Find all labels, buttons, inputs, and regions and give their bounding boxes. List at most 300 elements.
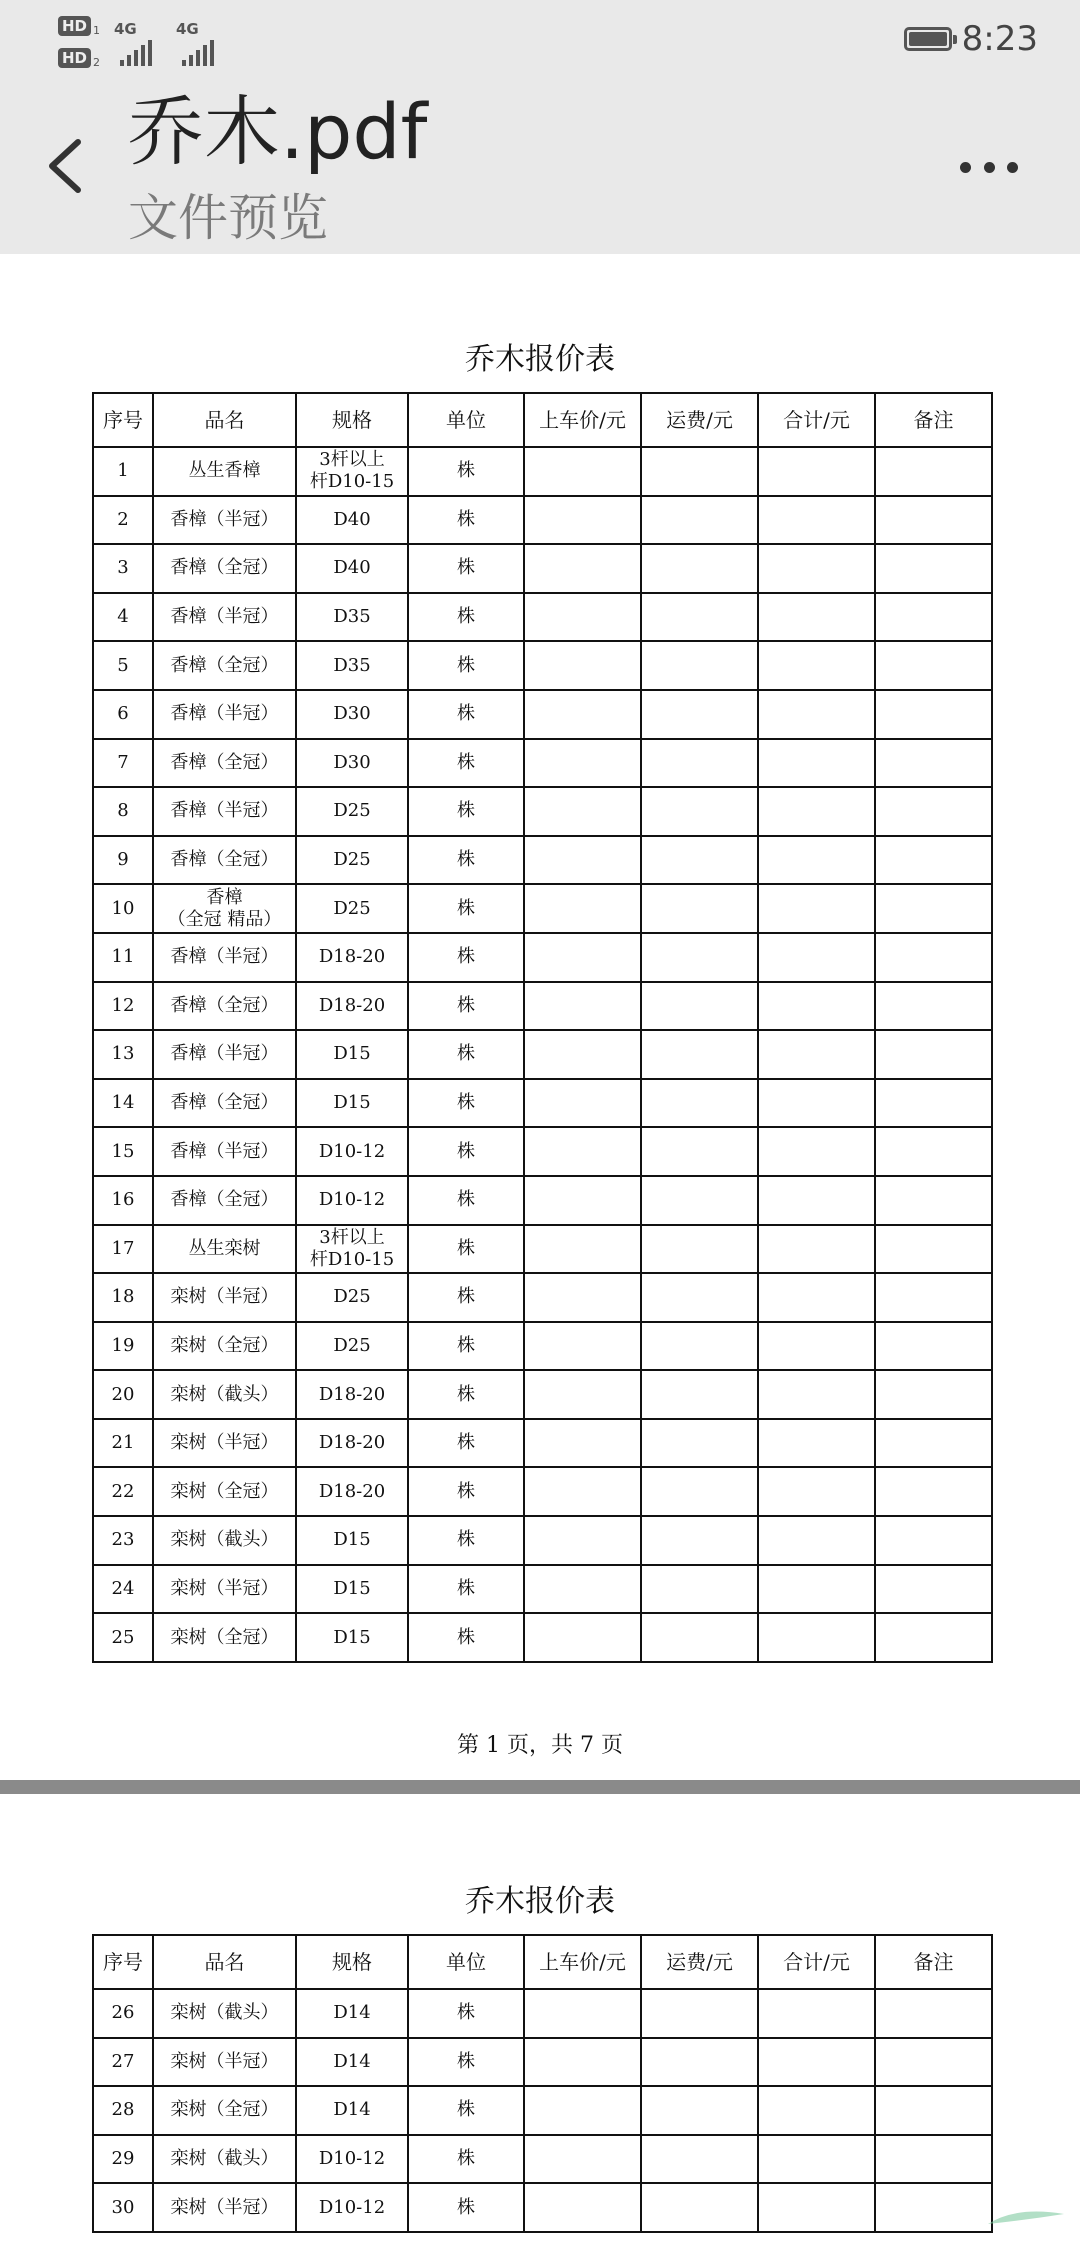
row-number-cell: 1 — [93, 447, 153, 496]
total-cell — [758, 641, 875, 690]
column-header: 单位 — [408, 1935, 524, 1989]
loading-price-cell — [524, 690, 641, 739]
row-number-cell: 13 — [93, 1030, 153, 1079]
column-header: 备注 — [875, 1935, 992, 1989]
row-number-cell: 5 — [93, 641, 153, 690]
spec-cell: D18-20 — [296, 1467, 408, 1516]
unit-cell: 株 — [408, 641, 524, 690]
total-cell — [758, 447, 875, 496]
more-options-button[interactable] — [960, 160, 1018, 174]
unit-cell: 株 — [408, 2183, 524, 2232]
freight-cell — [641, 884, 758, 933]
loading-price-cell — [524, 2086, 641, 2135]
total-cell — [758, 2135, 875, 2184]
table-row — [93, 1322, 992, 1371]
loading-price-cell — [524, 641, 641, 690]
spec-cell: D25 — [296, 1273, 408, 1322]
spec-cell: D18-20 — [296, 982, 408, 1031]
spec-cell: D15 — [296, 1565, 408, 1614]
total-cell — [758, 544, 875, 593]
page-divider — [0, 1780, 1080, 1794]
remarks-cell — [875, 544, 992, 593]
remarks-cell — [875, 2086, 992, 2135]
table-row — [93, 1273, 992, 1322]
loading-price-cell — [524, 982, 641, 1031]
table-row — [93, 1467, 992, 1516]
product-name-cell: 栾树（全冠） — [153, 1467, 296, 1516]
table-row — [93, 1419, 992, 1468]
row-number-cell: 30 — [93, 2183, 153, 2232]
row-number-cell: 9 — [93, 836, 153, 885]
column-header: 规格 — [296, 1935, 408, 1989]
row-number-cell: 3 — [93, 544, 153, 593]
sim1-indicator — [58, 12, 100, 40]
row-number-cell: 16 — [93, 1176, 153, 1225]
table-row — [93, 787, 992, 836]
freight-cell — [641, 1127, 758, 1176]
remarks-cell — [875, 1127, 992, 1176]
spec-cell: D25 — [296, 787, 408, 836]
spec-cell: D10-12 — [296, 2135, 408, 2184]
remarks-cell — [875, 1613, 992, 1662]
loading-price-cell — [524, 593, 641, 642]
loading-price-cell — [524, 1079, 641, 1128]
table-row — [93, 1516, 992, 1565]
total-cell — [758, 1419, 875, 1468]
row-number-cell: 15 — [93, 1127, 153, 1176]
unit-cell: 株 — [408, 1989, 524, 2038]
column-header: 品名 — [153, 1935, 296, 1989]
sim-index: 1 — [93, 23, 101, 37]
row-number-cell: 12 — [93, 982, 153, 1031]
spec-cell: 3杆以上 杆D10-15 — [296, 1225, 408, 1274]
freight-cell — [641, 690, 758, 739]
loading-price-cell — [524, 2183, 641, 2232]
remarks-cell — [875, 1370, 992, 1419]
spec-cell: D15 — [296, 1079, 408, 1128]
freight-cell — [641, 593, 758, 642]
remarks-cell — [875, 1467, 992, 1516]
unit-cell: 株 — [408, 2086, 524, 2135]
watermark-logo — [986, 2196, 1066, 2236]
freight-cell — [641, 739, 758, 788]
spec-cell: D14 — [296, 2038, 408, 2087]
total-cell — [758, 982, 875, 1031]
row-number-cell: 26 — [93, 1989, 153, 2038]
freight-cell — [641, 1467, 758, 1516]
product-name-cell: 香樟（半冠） — [153, 593, 296, 642]
unit-cell: 株 — [408, 1127, 524, 1176]
unit-cell: 株 — [408, 447, 524, 496]
unit-cell: 株 — [408, 1370, 524, 1419]
back-button[interactable] — [40, 134, 92, 198]
product-name-cell: 栾树（半冠） — [153, 1419, 296, 1468]
more-horizontal-icon — [960, 162, 971, 173]
freight-cell — [641, 1370, 758, 1419]
spec-cell: D25 — [296, 836, 408, 885]
product-name-cell: 香樟（全冠） — [153, 836, 296, 885]
column-header: 上车价/元 — [524, 393, 641, 447]
remarks-cell — [875, 1565, 992, 1614]
column-header: 运费/元 — [641, 1935, 758, 1989]
loading-price-cell — [524, 1989, 641, 2038]
remarks-cell — [875, 1176, 992, 1225]
signal-icon — [120, 40, 152, 66]
freight-cell — [641, 641, 758, 690]
total-cell — [758, 1176, 875, 1225]
product-name-cell: 丛生栾树 — [153, 1225, 296, 1274]
unit-cell: 株 — [408, 982, 524, 1031]
spec-cell: D40 — [296, 544, 408, 593]
table-row — [93, 1225, 992, 1274]
remarks-cell — [875, 2183, 992, 2232]
loading-price-cell — [524, 1225, 641, 1274]
remarks-cell — [875, 2038, 992, 2087]
unit-cell: 株 — [408, 1419, 524, 1468]
remarks-cell — [875, 690, 992, 739]
product-name-cell: 香樟（半冠） — [153, 787, 296, 836]
row-number-cell: 4 — [93, 593, 153, 642]
table-row — [93, 641, 992, 690]
remarks-cell — [875, 593, 992, 642]
sim-index: 2 — [93, 55, 101, 69]
spec-cell: D18-20 — [296, 1370, 408, 1419]
row-number-cell: 20 — [93, 1370, 153, 1419]
column-header: 单位 — [408, 393, 524, 447]
freight-cell — [641, 982, 758, 1031]
freight-cell — [641, 933, 758, 982]
table-header-row — [93, 393, 992, 447]
product-name-cell: 栾树（全冠） — [153, 2086, 296, 2135]
product-name-cell: 栾树（全冠） — [153, 1613, 296, 1662]
loading-price-cell — [524, 1030, 641, 1079]
total-cell — [758, 1516, 875, 1565]
product-name-cell: 香樟（半冠） — [153, 496, 296, 545]
loading-price-cell — [524, 2135, 641, 2184]
network-type: 4G — [114, 20, 137, 38]
hd-badge: HD — [58, 16, 91, 36]
total-cell — [758, 1273, 875, 1322]
unit-cell: 株 — [408, 2038, 524, 2087]
table-row — [93, 1127, 992, 1176]
row-number-cell: 2 — [93, 496, 153, 545]
freight-cell — [641, 1989, 758, 2038]
product-name-cell: 香樟（半冠） — [153, 933, 296, 982]
product-name-cell: 栾树（截头） — [153, 2135, 296, 2184]
product-name-cell: 香樟（半冠） — [153, 690, 296, 739]
table-row — [93, 982, 992, 1031]
freight-cell — [641, 1176, 758, 1225]
row-number-cell: 23 — [93, 1516, 153, 1565]
product-name-cell: 栾树（半冠） — [153, 1273, 296, 1322]
loading-price-cell — [524, 884, 641, 933]
table-row — [93, 1079, 992, 1128]
unit-cell: 株 — [408, 933, 524, 982]
product-name-cell: 香樟 （全冠 精品） — [153, 884, 296, 933]
product-name-cell: 栾树（半冠） — [153, 2038, 296, 2087]
remarks-cell — [875, 641, 992, 690]
spec-cell: D15 — [296, 1030, 408, 1079]
loading-price-cell — [524, 1565, 641, 1614]
unit-cell: 株 — [408, 1322, 524, 1371]
spec-cell: D18-20 — [296, 1419, 408, 1468]
column-header: 上车价/元 — [524, 1935, 641, 1989]
product-name-cell: 栾树（全冠） — [153, 1322, 296, 1371]
remarks-cell — [875, 1273, 992, 1322]
battery-icon — [904, 27, 952, 51]
chevron-left-icon — [40, 134, 92, 198]
loading-price-cell — [524, 1176, 641, 1225]
loading-price-cell — [524, 447, 641, 496]
loading-price-cell — [524, 1370, 641, 1419]
total-cell — [758, 1030, 875, 1079]
pdf-page-1 — [0, 254, 1080, 1776]
remarks-cell — [875, 2135, 992, 2184]
total-cell — [758, 1322, 875, 1371]
freight-cell — [641, 2038, 758, 2087]
spec-cell: D14 — [296, 1989, 408, 2038]
spec-cell: D18-20 — [296, 933, 408, 982]
row-number-cell: 24 — [93, 1565, 153, 1614]
total-cell — [758, 836, 875, 885]
remarks-cell — [875, 496, 992, 545]
spec-cell: D10-12 — [296, 2183, 408, 2232]
spec-cell: D35 — [296, 641, 408, 690]
product-name-cell: 香樟（半冠） — [153, 1030, 296, 1079]
product-name-cell: 香樟（全冠） — [153, 982, 296, 1031]
column-header: 序号 — [93, 1935, 153, 1989]
total-cell — [758, 2183, 875, 2232]
unit-cell: 株 — [408, 1516, 524, 1565]
unit-cell: 株 — [408, 787, 524, 836]
table-row — [93, 1989, 992, 2038]
hd-badge: HD — [58, 48, 91, 68]
freight-cell — [641, 787, 758, 836]
row-number-cell: 29 — [93, 2135, 153, 2184]
product-name-cell: 栾树（半冠） — [153, 2183, 296, 2232]
unit-cell: 株 — [408, 1176, 524, 1225]
total-cell — [758, 1989, 875, 2038]
freight-cell — [641, 1516, 758, 1565]
freight-cell — [641, 1419, 758, 1468]
spec-cell: D30 — [296, 690, 408, 739]
spec-cell: D25 — [296, 884, 408, 933]
row-number-cell: 28 — [93, 2086, 153, 2135]
total-cell — [758, 1127, 875, 1176]
unit-cell: 株 — [408, 593, 524, 642]
unit-cell: 株 — [408, 1565, 524, 1614]
total-cell — [758, 884, 875, 933]
document-title: 乔木报价表 — [465, 342, 615, 377]
row-number-cell: 7 — [93, 739, 153, 788]
product-name-cell: 香樟（全冠） — [153, 544, 296, 593]
pdf-page-2 — [0, 1794, 1080, 2244]
product-name-cell: 栾树（截头） — [153, 1989, 296, 2038]
document-title: 乔木报价表 — [465, 1884, 615, 1919]
total-cell — [758, 1225, 875, 1274]
freight-cell — [641, 1079, 758, 1128]
product-name-cell: 栾树（截头） — [153, 1516, 296, 1565]
freight-cell — [641, 2183, 758, 2232]
column-header: 品名 — [153, 393, 296, 447]
total-cell — [758, 593, 875, 642]
loading-price-cell — [524, 1613, 641, 1662]
remarks-cell — [875, 836, 992, 885]
product-name-cell: 香樟（全冠） — [153, 1176, 296, 1225]
remarks-cell — [875, 933, 992, 982]
loading-price-cell — [524, 1322, 641, 1371]
status-bar-right — [904, 14, 1038, 64]
table-header-row — [93, 1935, 992, 1989]
remarks-cell — [875, 1225, 992, 1274]
product-name-cell: 香樟（全冠） — [153, 739, 296, 788]
loading-price-cell — [524, 787, 641, 836]
total-cell — [758, 1467, 875, 1516]
file-title: 乔木.pdf — [128, 87, 428, 176]
spec-cell: D25 — [296, 1322, 408, 1371]
freight-cell — [641, 2086, 758, 2135]
freight-cell — [641, 836, 758, 885]
total-cell — [758, 1613, 875, 1662]
row-number-cell: 10 — [93, 884, 153, 933]
unit-cell: 株 — [408, 1467, 524, 1516]
total-cell — [758, 2038, 875, 2087]
column-header: 运费/元 — [641, 393, 758, 447]
freight-cell — [641, 544, 758, 593]
unit-cell: 株 — [408, 884, 524, 933]
sim2-indicator — [58, 44, 100, 72]
table-row — [93, 2183, 992, 2232]
table-row — [93, 836, 992, 885]
unit-cell: 株 — [408, 836, 524, 885]
unit-cell: 株 — [408, 739, 524, 788]
remarks-cell — [875, 1989, 992, 2038]
row-number-cell: 21 — [93, 1419, 153, 1468]
row-number-cell: 14 — [93, 1079, 153, 1128]
table-row — [93, 884, 992, 933]
freight-cell — [641, 1030, 758, 1079]
product-name-cell: 香樟（全冠） — [153, 1079, 296, 1128]
freight-cell — [641, 447, 758, 496]
freight-cell — [641, 1322, 758, 1371]
loading-price-cell — [524, 1467, 641, 1516]
network-type: 4G — [176, 20, 199, 38]
row-number-cell: 25 — [93, 1613, 153, 1662]
product-name-cell: 香樟（全冠） — [153, 641, 296, 690]
freight-cell — [641, 496, 758, 545]
row-number-cell: 22 — [93, 1467, 153, 1516]
loading-price-cell — [524, 1419, 641, 1468]
table-row — [93, 2135, 992, 2184]
clock: 8:23 — [961, 19, 1038, 59]
remarks-cell — [875, 884, 992, 933]
column-header: 合计/元 — [758, 1935, 875, 1989]
loading-price-cell — [524, 1516, 641, 1565]
table-row — [93, 1565, 992, 1614]
row-number-cell: 11 — [93, 933, 153, 982]
file-subtitle: 文件预览 — [128, 189, 328, 247]
unit-cell: 株 — [408, 1225, 524, 1274]
quote-table — [92, 1934, 993, 2233]
unit-cell: 株 — [408, 1030, 524, 1079]
unit-cell: 株 — [408, 496, 524, 545]
row-number-cell: 8 — [93, 787, 153, 836]
total-cell — [758, 1565, 875, 1614]
loading-price-cell — [524, 739, 641, 788]
table-row — [93, 1613, 992, 1662]
remarks-cell — [875, 1516, 992, 1565]
remarks-cell — [875, 739, 992, 788]
spec-cell: D14 — [296, 2086, 408, 2135]
spec-cell: D35 — [296, 593, 408, 642]
page-number: 第 1 页，共 7 页 — [457, 1733, 623, 1758]
total-cell — [758, 933, 875, 982]
freight-cell — [641, 1613, 758, 1662]
total-cell — [758, 496, 875, 545]
column-header: 备注 — [875, 393, 992, 447]
row-number-cell: 19 — [93, 1322, 153, 1371]
unit-cell: 株 — [408, 690, 524, 739]
loading-price-cell — [524, 1127, 641, 1176]
quote-table — [92, 392, 993, 1663]
table-row — [93, 447, 992, 496]
loading-price-cell — [524, 1273, 641, 1322]
total-cell — [758, 739, 875, 788]
unit-cell: 株 — [408, 1613, 524, 1662]
spec-cell: 3杆以上 杆D10-15 — [296, 447, 408, 496]
unit-cell: 株 — [408, 2135, 524, 2184]
spec-cell: D10-12 — [296, 1176, 408, 1225]
product-name-cell: 栾树（半冠） — [153, 1565, 296, 1614]
unit-cell: 株 — [408, 1079, 524, 1128]
table-row — [93, 496, 992, 545]
table-row — [93, 1176, 992, 1225]
table-row — [93, 544, 992, 593]
remarks-cell — [875, 1322, 992, 1371]
column-header: 序号 — [93, 393, 153, 447]
remarks-cell — [875, 1419, 992, 1468]
row-number-cell: 17 — [93, 1225, 153, 1274]
table-row — [93, 2038, 992, 2087]
column-header: 合计/元 — [758, 393, 875, 447]
freight-cell — [641, 2135, 758, 2184]
table-row — [93, 1030, 992, 1079]
loading-price-cell — [524, 544, 641, 593]
total-cell — [758, 1370, 875, 1419]
spec-cell: D15 — [296, 1516, 408, 1565]
spec-cell: D30 — [296, 739, 408, 788]
row-number-cell: 6 — [93, 690, 153, 739]
table-row — [93, 690, 992, 739]
loading-price-cell — [524, 933, 641, 982]
table-row — [93, 933, 992, 982]
loading-price-cell — [524, 496, 641, 545]
remarks-cell — [875, 1030, 992, 1079]
remarks-cell — [875, 787, 992, 836]
column-header: 规格 — [296, 393, 408, 447]
remarks-cell — [875, 982, 992, 1031]
row-number-cell: 18 — [93, 1273, 153, 1322]
loading-price-cell — [524, 836, 641, 885]
status-bar-left — [58, 12, 238, 74]
table-row — [93, 1370, 992, 1419]
app-header — [0, 0, 1080, 254]
freight-cell — [641, 1225, 758, 1274]
freight-cell — [641, 1273, 758, 1322]
unit-cell: 株 — [408, 544, 524, 593]
loading-price-cell — [524, 2038, 641, 2087]
table-row — [93, 739, 992, 788]
